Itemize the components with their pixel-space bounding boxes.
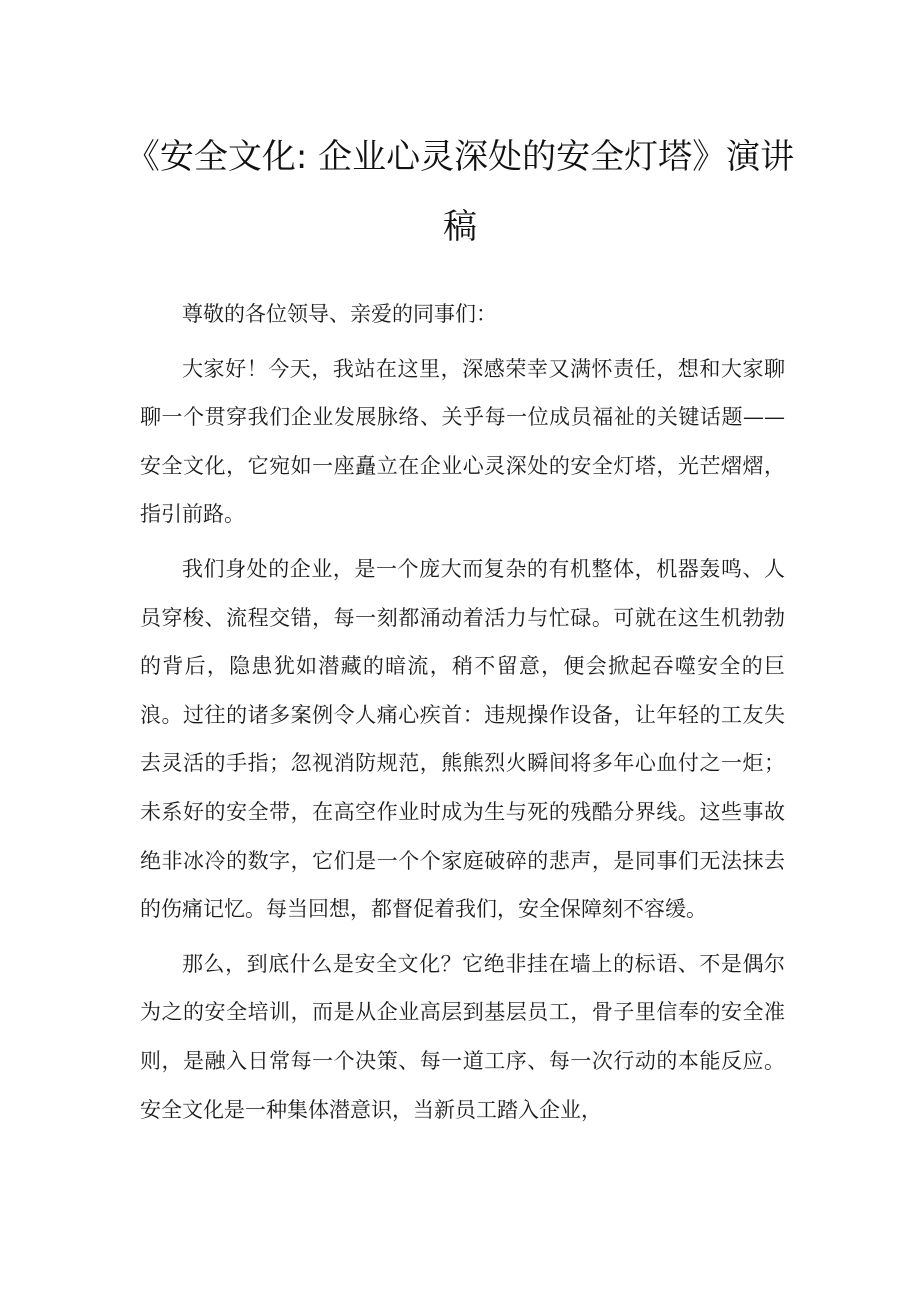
document-title: 《安全文化: 企业心灵深处的安全灯塔》演讲稿: [125, 137, 795, 247]
body-paragraph: 我们身处的企业，是一个庞大而复杂的有机整体，机器轰鸣、人员穿梭、流程交错，每一刻都涌动着活力与忙碌。可就在这生机勃勃的背后，隐患犹如潜藏的暗流，稍不留意，便会掀起吞噬安全的巨浪。过往的诸多案例令人痛心疾首：违规操作设备，让年轻的工友失去灵活的手指；忽视消防规范，熊熊烈火瞬间将多年心血付之一炬；未系好的安全带，在高空作业时成为生与死的残酷分界线。这些事故绝非冰冷的数字，它们是一个个家庭破碎的悲声，是同事们无法抹去的伤痛记忆。每当回想，都督促着我们，安全保障刻不容缓。: [140, 556, 785, 922]
body-paragraph: 大家好！今天，我站在这里，深感荣幸又满怀责任，想和大家聊聊一个贯穿我们企业发展脉络、关乎每一位成员福祉的关键话题——安全文化，它宛如一座矗立在企业心灵深处的安全灯塔，光芒熠熠，指引前路。: [140, 356, 785, 527]
document-body: [140, 290, 785, 1134]
salutation-paragraph: 尊敬的各位领导、亲爱的同事们：: [182, 302, 497, 326]
body-paragraph: 那么，到底什么是安全文化？它绝非挂在墙上的标语、不是偶尔为之的安全培训，而是从企业高层到基层员工，骨子里信奉的安全准则，是融入日常每一个决策、每一道工序、每一次行动的本能反应。安全文化是一种集体潜意识，当新员工踏入企业，: [140, 951, 785, 1122]
